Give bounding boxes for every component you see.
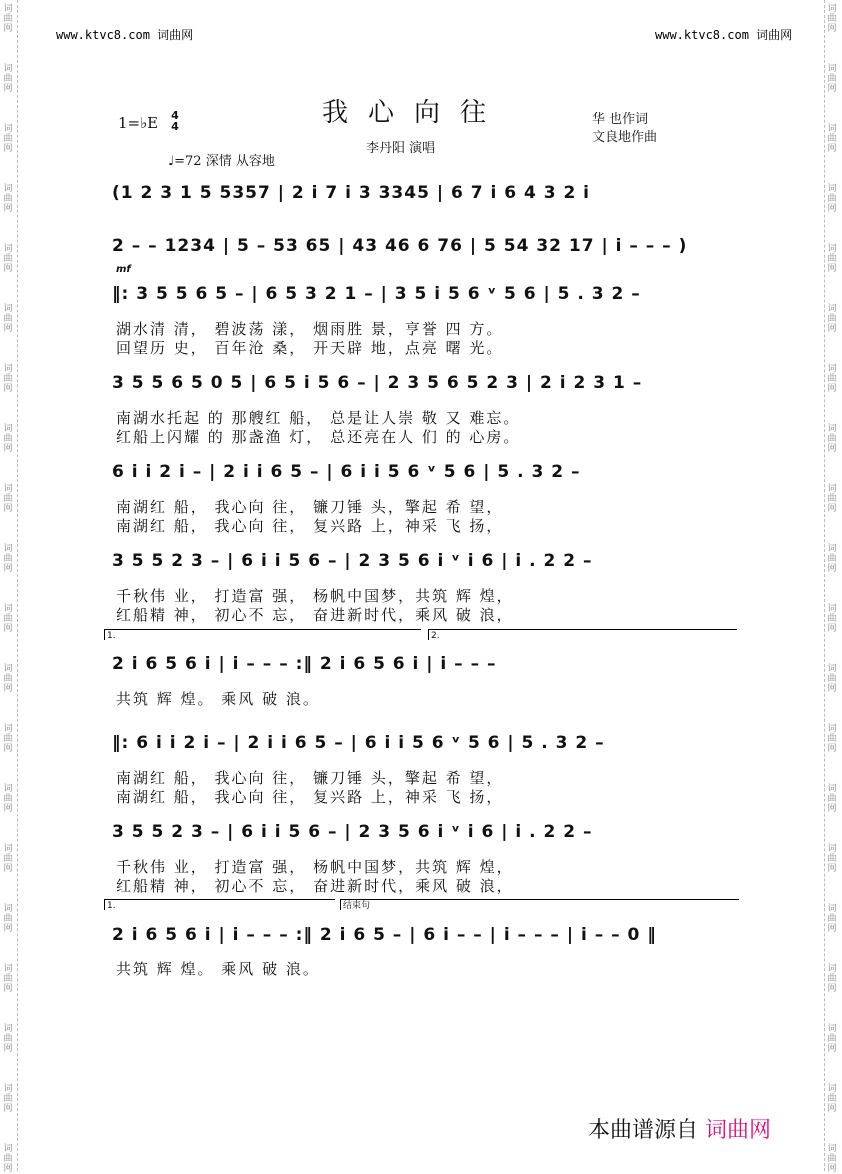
side-watermark: 词 曲 网 <box>3 484 13 514</box>
side-watermark: 词 曲 网 <box>827 904 837 934</box>
side-watermark: 词 曲 网 <box>827 184 837 214</box>
side-watermark: 词 曲 网 <box>3 964 13 994</box>
volta-first-1: 1. <box>104 629 421 640</box>
lyric-line: 湖水清 清， 碧波荡 漾， 烟雨胜 景，亨誉 四 方。 <box>116 320 504 338</box>
side-watermark: 词 曲 网 <box>3 184 13 214</box>
side-watermark: 词 曲 网 <box>827 4 837 34</box>
left-margin-strip <box>0 0 18 1174</box>
side-watermark: 词 曲 网 <box>827 424 837 454</box>
source-footer <box>588 1113 771 1144</box>
side-watermark: 词 曲 网 <box>3 724 13 754</box>
side-watermark: 词 曲 网 <box>3 1144 13 1174</box>
side-watermark: 词 曲 网 <box>3 664 13 694</box>
side-watermark: 词 曲 网 <box>827 364 837 394</box>
lyric-line: 共筑 辉 煌。 乘风 破 浪。 <box>116 960 320 978</box>
side-watermark: 词 曲 网 <box>827 544 837 574</box>
side-watermark: 词 曲 网 <box>827 484 837 514</box>
side-watermark: 词 曲 网 <box>827 1024 837 1054</box>
notation-line: 3 5 5 2 3 – | 6 i i 5 6 – | 2 3 5 6 i ᵛ i 6 | i . 2 2 – <box>112 822 593 842</box>
time-signature-bottom: 4 <box>171 120 179 133</box>
side-watermark: 词 曲 网 <box>3 1084 13 1114</box>
lyric-line: 红船精 神， 初心不 忘， 奋进新时代，乘风 破 浪， <box>116 606 514 624</box>
side-watermark: 词 曲 网 <box>3 544 13 574</box>
side-watermark: 词 曲 网 <box>3 364 13 394</box>
footer-brand[interactable]: 词曲网 <box>705 1118 772 1143</box>
side-watermark: 词 曲 网 <box>827 124 837 154</box>
side-watermark: 词 曲 网 <box>3 244 13 274</box>
side-watermark: 词 曲 网 <box>3 904 13 934</box>
side-watermark: 词 曲 网 <box>827 1084 837 1114</box>
side-watermark: 词 曲 网 <box>3 64 13 94</box>
side-watermark: 词 曲 网 <box>3 304 13 334</box>
notation-line: 2 i 6 5 6 i | i – – – :‖ 2 i 6 5 6 i | i – – – <box>112 654 497 674</box>
song-title: 我心向往 <box>322 98 507 128</box>
notation-line: ‖: 6 i i 2 i – | 2 i i 6 5 – | 6 i i 5 6 ᵛ 5 6 | 5 . 3 2 – <box>112 733 605 753</box>
side-watermark: 词 曲 网 <box>827 244 837 274</box>
side-watermark: 词 曲 网 <box>3 604 13 634</box>
dynamic-mf: mf <box>116 264 131 275</box>
lyric-line: 南湖红 船， 我心向 往， 镰刀锤 头，擎起 希 望， <box>116 498 504 516</box>
side-watermark: 词 曲 网 <box>3 844 13 874</box>
side-watermark: 词 曲 网 <box>827 1144 837 1174</box>
singer-credit: 李丹阳 演唱 <box>366 141 436 156</box>
lyric-line: 南湖红 船， 我心向 往， 复兴路 上，神采 飞 扬， <box>116 788 504 806</box>
site-url-left[interactable]: www.ktvc8.com 词曲网 <box>56 28 194 42</box>
volta-second-1: 2. <box>428 629 737 640</box>
volta-ending: 结束句 <box>340 899 739 910</box>
lyric-line: 回望历 史， 百年沧 桑， 开天辟 地，点亮 曙 光。 <box>116 339 504 357</box>
side-watermark: 词 曲 网 <box>827 964 837 994</box>
side-watermark: 词 曲 网 <box>3 424 13 454</box>
lyric-line: 南湖红 船， 我心向 往， 镰刀锤 头，擎起 希 望， <box>116 769 504 787</box>
side-watermark: 词 曲 网 <box>827 64 837 94</box>
side-watermark: 词 曲 网 <box>827 664 837 694</box>
side-watermark: 词 曲 网 <box>3 4 13 34</box>
notation-line: 3 5 5 6 5 0 5 | 6 5 i 5 6 – | 2 3 5 6 5 2 3 | 2 i 2 3 1 – <box>112 373 643 393</box>
lyric-line: 南湖红 船， 我心向 往， 复兴路 上，神采 飞 扬， <box>116 517 504 535</box>
lyric-line: 千秋伟 业， 打造富 强， 杨帆中国梦，共筑 辉 煌， <box>116 587 514 605</box>
notation-line: 2 – – 1234 | 5 – 53 65 | 43 46 6 76 | 5 54 32 17 | i – – – ) <box>112 236 688 256</box>
notation-line: 6 i i 2 i – | 2 i i 6 5 – | 6 i i 5 6 ᵛ 5 6 | 5 . 3 2 – <box>112 462 581 482</box>
side-watermark: 词 曲 网 <box>827 844 837 874</box>
side-watermark: 词 曲 网 <box>3 784 13 814</box>
site-url-right[interactable]: www.ktvc8.com 词曲网 <box>655 28 793 42</box>
notation-line: 3 5 5 2 3 – | 6 i i 5 6 – | 2 3 5 6 i ᵛ i 6 | i . 2 2 – <box>112 551 593 571</box>
side-watermark: 词 曲 网 <box>827 784 837 814</box>
notation-line: 2 i 6 5 6 i | i – – – :‖ 2 i 6 5 – | 6 i – – | i – – – | i – – 0 ‖ <box>112 925 657 945</box>
lyric-line: 共筑 辉 煌。 乘风 破 浪。 <box>116 690 320 708</box>
side-watermark: 词 曲 网 <box>827 724 837 754</box>
lyricist-credit: 华 也作词 <box>592 112 649 127</box>
lyric-line: 红船精 神， 初心不 忘， 奋进新时代，乘风 破 浪， <box>116 877 514 895</box>
volta-first-2: 1. <box>104 899 335 910</box>
time-signature <box>170 110 180 132</box>
lyric-line: 南湖水托起 的 那艘红 船， 总是让人崇 敬 又 难忘。 <box>116 409 521 427</box>
composer-credit: 文良地作曲 <box>592 130 658 145</box>
key-signature: 1=♭E <box>118 114 159 132</box>
time-signature-top: 4 <box>171 109 179 122</box>
side-watermark: 词 曲 网 <box>3 1024 13 1054</box>
side-watermark: 词 曲 网 <box>827 604 837 634</box>
side-watermark: 词 曲 网 <box>827 304 837 334</box>
lyric-line: 红船上闪耀 的 那盏渔 灯， 总还亮在人 们 的 心房。 <box>116 428 521 446</box>
notation-line: ‖: 3 5 5 6 5 – | 6 5 3 2 1 – | 3 5 i 5 6 ᵛ 5 6 | 5 . 3 2 – <box>112 284 641 304</box>
right-margin-strip <box>824 0 842 1174</box>
lyric-line: 千秋伟 业， 打造富 强， 杨帆中国梦，共筑 辉 煌， <box>116 858 514 876</box>
tempo-marking: ♩=72 深情 从容地 <box>168 154 275 169</box>
footer-prefix: 本曲谱源自 <box>588 1118 699 1143</box>
side-watermark: 词 曲 网 <box>3 124 13 154</box>
notation-line: (1 2 3 1 5 5357 | 2 i 7 i 3 3345 | 6 7 i 6 4 3 2 i <box>112 183 591 203</box>
